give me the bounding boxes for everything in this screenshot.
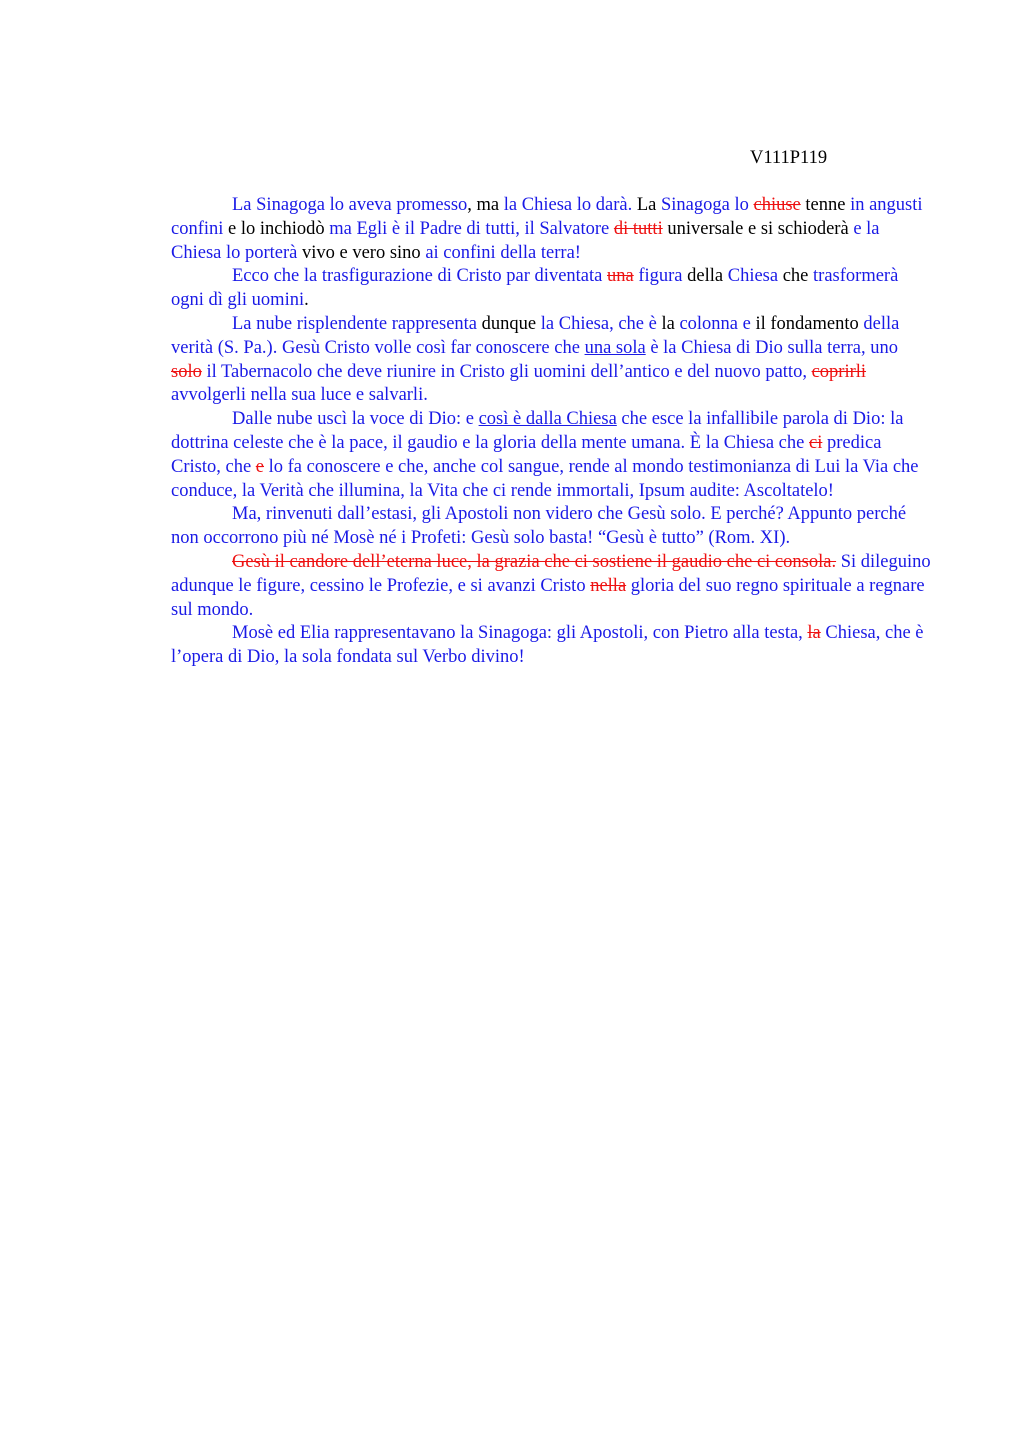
paragraph-2	[171, 265, 931, 313]
text-segment: ai confini della terra!	[425, 242, 581, 263]
text-segment: avvolgerli nella sua luce e salvarli.	[171, 385, 428, 406]
text-segment: Chiesa	[727, 266, 779, 287]
text-segment: , ma	[467, 195, 504, 215]
text-segment: ma Egli è il Padre di tutti, il Salvatore	[329, 218, 614, 239]
deleted-text: coprirli	[811, 361, 867, 382]
text-segment: è la Chiesa di Dio sulla terra, uno	[645, 337, 898, 358]
deleted-text: nella	[590, 575, 627, 596]
text-segment: La Sinagoga lo aveva promesso	[232, 195, 468, 215]
text-segment: e la Chiesa lo porterà	[171, 218, 880, 263]
deleted-text: e	[255, 456, 264, 477]
text-segment: che	[778, 266, 814, 287]
text-segment: .	[304, 290, 309, 311]
paragraph-6	[171, 551, 931, 622]
text-segment: Dalle nube uscì la voce di Dio: e	[232, 409, 479, 430]
text-segment: gloria del suo regno spirituale a regnare sul mondo.	[171, 575, 925, 620]
document-body	[171, 194, 931, 670]
text-segment: e lo inchiodò	[223, 218, 330, 239]
deleted-text: chiuse	[753, 195, 801, 215]
deleted-text: una	[607, 266, 634, 287]
text-segment: colonna e	[679, 313, 751, 334]
text-segment: Mosè ed Elia rappresentavano la Sinagoga: gli Apostoli, con Pietro alla testa,	[232, 623, 808, 644]
text-segment: trasformerà ogni dì gli uomini	[171, 266, 899, 311]
text-segment: La nube risplendente rappresenta	[232, 313, 478, 334]
text-segment: tenne	[800, 195, 851, 215]
text-segment: la Chiesa, che è	[540, 313, 657, 334]
paragraph-1	[171, 194, 931, 265]
text-segment: dunque	[477, 313, 541, 334]
text-segment: Si dileguino adunque le figure, cessino le Profezie, e si avanzi Cristo	[171, 551, 931, 596]
text-segment: La	[632, 195, 661, 215]
underlined-text: una sola	[584, 337, 646, 358]
paragraph-5	[171, 503, 931, 551]
text-segment: che esce la infallibile parola di Dio: la dottrina celeste che è la pace, il gaudio e la gloria della mente umana. È la Chiesa che	[171, 409, 904, 453]
text-segment: della	[687, 266, 728, 287]
text-segment: predica Cristo, che	[171, 432, 882, 477]
deleted-text: ci	[808, 432, 823, 453]
paragraph-4	[171, 408, 931, 503]
text-segment: Sinagoga lo	[660, 195, 754, 215]
text-segment: la Chiesa lo darà.	[503, 195, 633, 215]
text-segment: vivo e vero sino	[297, 242, 426, 263]
text-segment: Chiesa, che è l’opera di Dio, la sola fondata sul Verbo divino!	[171, 623, 924, 668]
page-identifier: V111P119	[750, 148, 828, 168]
text-segment: il fondamento	[750, 313, 864, 334]
text-segment: Ecco che la trasfigurazione di Cristo par diventata	[232, 266, 607, 287]
text-segment: la	[656, 313, 680, 334]
text-segment: della verità (S. Pa.). Gesù Cristo volle così far conoscere che	[171, 313, 900, 358]
underlined-text: così è dalla Chiesa	[478, 409, 617, 430]
deleted-text: solo	[171, 361, 202, 382]
paragraph-7	[171, 622, 931, 670]
paragraph-3	[171, 313, 931, 408]
deleted-text: Gesù il candore dell’eterna luce, la grazia che ci sostiene il gaudio che ci consola.	[232, 551, 837, 572]
deleted-text: la	[807, 623, 821, 644]
text-segment: Ma, rinvenuti dall’estasi, gli Apostoli non videro che Gesù solo. E perché? Appunto perché non occorrono più né Mosè né i Profeti: Gesù solo basta! “Gesù è tutto” (Rom. XI).	[171, 504, 907, 549]
text-segment: universale e si schioderà	[662, 218, 854, 239]
text-segment: lo fa conoscere e che, anche col sangue, rende al mondo testimonianza di Lui la Via che conduce, la Verità che illumina, la Vita che ci rende immortali, Ipsum audite: Ascoltatelo!	[171, 456, 919, 501]
text-segment: figura	[633, 266, 688, 287]
text-segment: il Tabernacolo che deve riunire in Cristo gli uomini dell’antico e del nuovo patto,	[201, 361, 812, 382]
deleted-text: di tutti	[613, 218, 663, 239]
text-segment: in angusti confini	[171, 195, 923, 239]
